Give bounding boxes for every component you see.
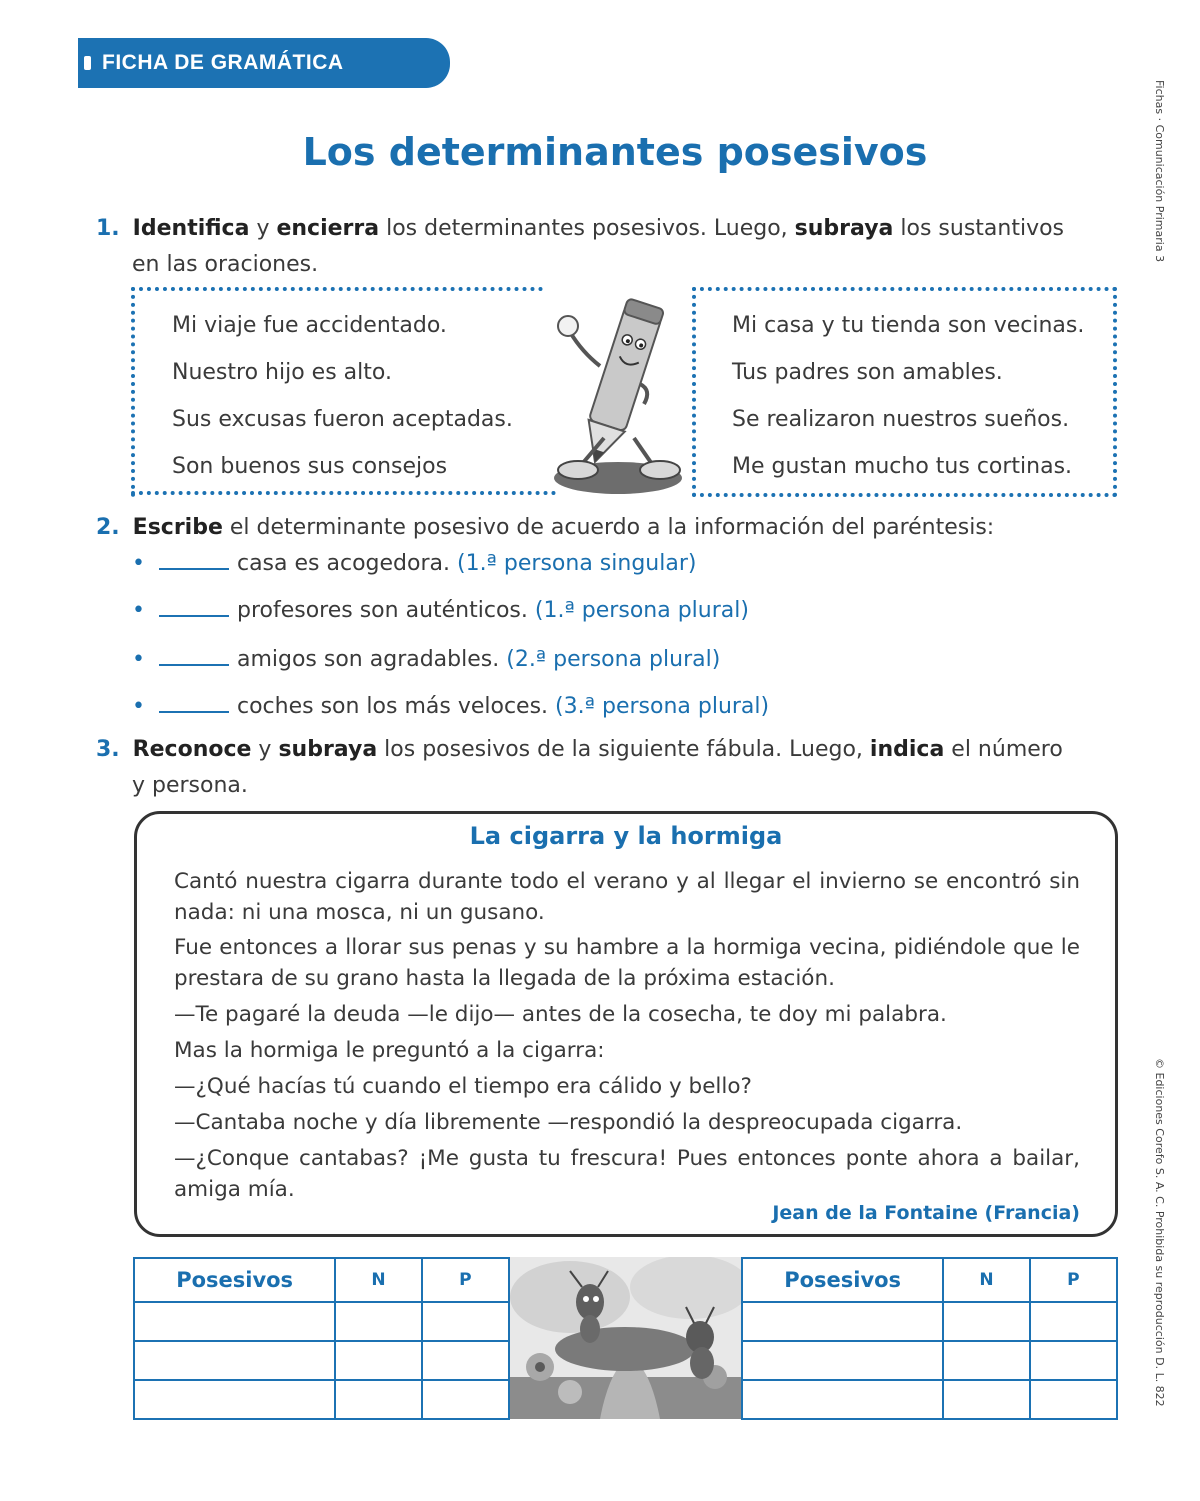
instruction-keyword: Identifica	[132, 216, 250, 241]
fill-item-2	[132, 595, 749, 623]
table-cell[interactable]	[134, 1302, 335, 1341]
table-cell[interactable]	[742, 1302, 943, 1341]
section-tag-label: FICHA DE GRAMÁTICA	[102, 51, 344, 74]
table-header-posesivos: Posesivos	[134, 1258, 335, 1302]
instruction-keyword: Reconoce	[132, 737, 252, 762]
sentences-box-left-bottom	[131, 491, 556, 495]
fill-item-hint: (1.ª persona plural)	[534, 598, 749, 623]
instruction-keyword: subraya	[794, 216, 894, 241]
sentence-left-2: Nuestro hijo es alto.	[172, 360, 392, 385]
sentence-right-4: Me gustan mucho tus cortinas.	[732, 454, 1073, 479]
side-copyright: © Ediciones Corefo S. A. C. Prohibida su reproducción D. L. 822	[1153, 1058, 1166, 1407]
table-row	[134, 1302, 509, 1341]
table-cell[interactable]	[134, 1380, 335, 1419]
instruction-text: el número	[944, 737, 1063, 762]
fill-item-1	[132, 548, 696, 576]
table-header-p: P	[1030, 1258, 1117, 1302]
instruction-text: los posesivos de la siguiente fábula. Luego,	[377, 737, 870, 762]
bullet-icon: •	[132, 694, 145, 719]
table-cell[interactable]	[335, 1302, 421, 1341]
sentence-left-4: Son buenos sus consejos	[172, 454, 448, 479]
instruction-text: y	[251, 737, 279, 762]
table-cell[interactable]	[1030, 1380, 1117, 1419]
fable-paragraph-6: —Cantaba noche y día libremente —respondió la despreocupada cigarra.	[174, 1110, 963, 1135]
instruction-keyword: encierra	[276, 216, 380, 241]
sentence-left-3: Sus excusas fueron aceptadas.	[172, 407, 513, 432]
fill-item-text: profesores son auténticos.	[236, 598, 528, 623]
fill-item-hint: (3.ª persona plural)	[555, 694, 770, 719]
table-header-posesivos: Posesivos	[742, 1258, 943, 1302]
fill-item-text: amigos son agradables.	[236, 647, 500, 672]
instruction-keyword: indica	[869, 737, 945, 762]
ant-cricket-illustration-icon	[510, 1257, 742, 1419]
instruction-text: en las oraciones.	[132, 252, 319, 277]
exercise-1-instruction	[96, 211, 1126, 283]
possessives-table-left	[133, 1257, 510, 1420]
bullet-icon: •	[132, 551, 145, 576]
table-cell[interactable]	[422, 1380, 509, 1419]
sentence-left-1: Mi viaje fue accidentado.	[172, 313, 447, 338]
table-cell[interactable]	[742, 1380, 943, 1419]
instruction-text: el determinante posesivo de acuerdo a la información del paréntesis:	[222, 515, 995, 540]
exercise-2-instruction	[96, 510, 1126, 546]
table-header-p: P	[422, 1258, 509, 1302]
sentence-right-2: Tus padres son amables.	[732, 360, 1003, 385]
table-cell[interactable]	[742, 1341, 943, 1380]
fill-item-hint: (2.ª persona plural)	[506, 647, 721, 672]
tag-marker-icon	[84, 56, 91, 70]
instruction-text: los determinantes posesivos. Luego,	[379, 216, 795, 241]
table-cell[interactable]	[422, 1302, 509, 1341]
answer-blank[interactable]	[159, 595, 229, 617]
pencil-mascot-icon	[548, 288, 688, 500]
fill-item-text: coches son los más veloces.	[236, 694, 549, 719]
exercise-1-number: 1.	[96, 216, 120, 241]
exercise-3-number: 3.	[96, 737, 120, 762]
table-cell[interactable]	[943, 1341, 1029, 1380]
fill-item-4	[132, 691, 769, 719]
answer-blank[interactable]	[159, 691, 229, 713]
table-cell[interactable]	[134, 1341, 335, 1380]
exercise-3-instruction	[96, 732, 1126, 804]
side-credit-top: Fichas · Comunicación Primaria 3	[1153, 80, 1166, 263]
instruction-text: y persona.	[132, 773, 248, 798]
instruction-keyword: Escribe	[132, 515, 223, 540]
fable-paragraph-4: Mas la hormiga le preguntó a la cigarra:	[174, 1038, 605, 1063]
table-row	[134, 1341, 509, 1380]
table-cell[interactable]	[1030, 1302, 1117, 1341]
fill-item-hint: (1.ª persona singular)	[456, 551, 697, 576]
table-cell[interactable]	[335, 1380, 421, 1419]
table-cell[interactable]	[943, 1380, 1029, 1419]
table-header-n: N	[943, 1258, 1029, 1302]
table-cell[interactable]	[422, 1341, 509, 1380]
fill-item-3	[132, 644, 720, 672]
fable-paragraph-3: —Te pagaré la deuda —le dijo— antes de la cosecha, te doy mi palabra.	[174, 1002, 947, 1027]
instruction-keyword: subraya	[278, 737, 378, 762]
fable-paragraph-5: —¿Qué hacías tú cuando el tiempo era cálido y bello?	[174, 1074, 752, 1099]
table-row	[742, 1302, 1117, 1341]
bullet-icon: •	[132, 647, 145, 672]
exercise-2-number: 2.	[96, 515, 120, 540]
fable-paragraph-1: Cantó nuestra cigarra durante todo el verano y al llegar el invierno se encontró sin nada: ni una mosca, ni un gusano.	[174, 869, 1080, 925]
possessives-table-right	[741, 1257, 1118, 1420]
fable-paragraph-7: —¿Conque cantabas? ¡Me gusta tu frescura! Pues entonces ponte ahora a bailar, amiga mía.	[174, 1146, 1080, 1202]
table-row	[134, 1380, 509, 1419]
table-header-n: N	[335, 1258, 421, 1302]
instruction-text: los sustantivos	[893, 216, 1065, 241]
table-row	[742, 1341, 1117, 1380]
instruction-text: y	[249, 216, 277, 241]
table-row	[742, 1380, 1117, 1419]
answer-blank[interactable]	[159, 548, 229, 570]
table-cell[interactable]	[335, 1341, 421, 1380]
table-cell[interactable]	[1030, 1341, 1117, 1380]
section-tag	[78, 38, 450, 88]
answer-blank[interactable]	[159, 644, 229, 666]
page-title: Los determinantes posesivos	[302, 130, 928, 174]
bullet-icon: •	[132, 598, 145, 623]
sentence-right-1: Mi casa y tu tienda son vecinas.	[732, 313, 1085, 338]
sentence-right-3: Se realizaron nuestros sueños.	[732, 407, 1070, 432]
fable-paragraph-2: Fue entonces a llorar sus penas y su hambre a la hormiga vecina, pidiéndole que le prestara de su grano hasta la llegada de la próxima estación.	[174, 935, 1080, 991]
table-cell[interactable]	[943, 1302, 1029, 1341]
fable-author: Jean de la Fontaine (Francia)	[772, 1202, 1080, 1224]
fill-item-text: casa es acogedora.	[236, 551, 450, 576]
fable-title: La cigarra y la hormiga	[469, 822, 783, 850]
